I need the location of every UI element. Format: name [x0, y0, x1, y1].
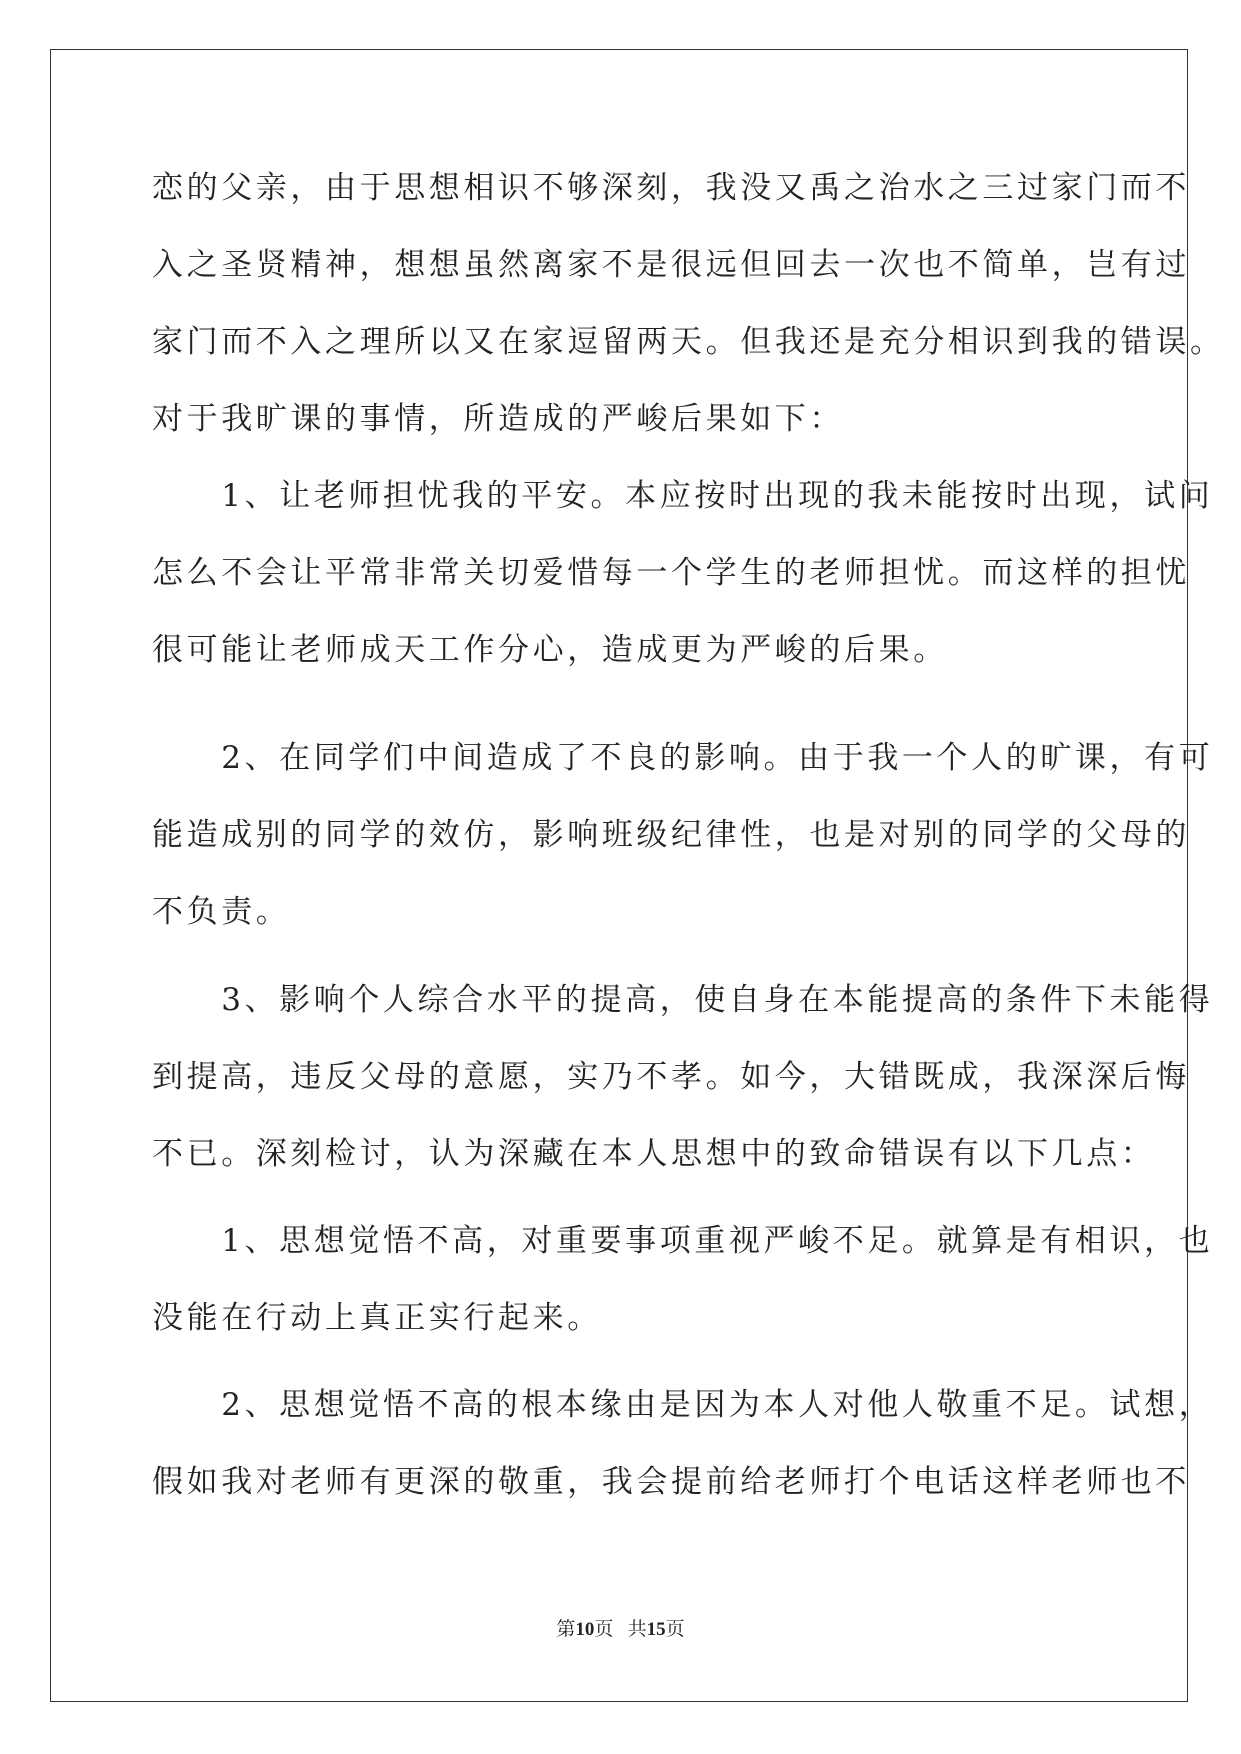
- body-line-12: 到提高，违反父母的意愿，实乃不孝。如今，大错既成，我深深后悔: [152, 1059, 1190, 1095]
- body-line-15: 没能在行动上真正实行起来。: [152, 1300, 602, 1336]
- body-line-4: 对于我旷课的事情，所造成的严峻后果如下：: [152, 401, 844, 437]
- total-prefix: 共: [627, 1619, 647, 1640]
- body-line-10: 不负责。: [152, 894, 291, 930]
- page-prefix: 第: [556, 1619, 576, 1640]
- body-line-16: 2、思想觉悟不高的根本缘由是因为本人对他人敬重不足。试想，: [152, 1387, 1214, 1423]
- page-suffix: 页: [594, 1619, 614, 1640]
- body-line-13: 不已。深刻检讨，认为深藏在本人思想中的致命错误有以下几点：: [152, 1136, 1156, 1172]
- body-line-9: 能造成别的同学的效仿，影响班级纪律性，也是对别的同学的父母的: [152, 817, 1190, 853]
- body-line-14: 1、思想觉悟不高，对重要事项重视严峻不足。就算是有相识，也: [152, 1223, 1214, 1259]
- body-line-3: 家门而不入之理所以又在家逗留两天。但我还是充分相识到我的错误。: [152, 324, 1225, 360]
- total-suffix: 页: [665, 1619, 685, 1640]
- body-line-6: 怎么不会让平常非常关切爱惜每一个学生的老师担忧。而这样的担忧: [152, 555, 1190, 591]
- body-line-5: 1、让老师担忧我的平安。本应按时出现的我未能按时出现，试问: [152, 478, 1214, 514]
- body-line-11: 3、影响个人综合水平的提高，使自身在本能提高的条件下未能得: [152, 982, 1214, 1018]
- page-current-number: 10: [575, 1619, 595, 1640]
- body-line-8: 2、在同学们中间造成了不良的影响。由于我一个人的旷课，有可: [152, 740, 1214, 776]
- body-line-7: 很可能让老师成天工作分心，造成更为严峻的后果。: [152, 632, 948, 668]
- page-border: [50, 49, 1188, 1702]
- page-footer: [0, 1614, 1241, 1641]
- body-line-1: 恋的父亲，由于思想相识不够深刻，我没又禹之治水之三过家门而不: [152, 170, 1190, 206]
- page-total-number: 15: [646, 1619, 666, 1640]
- body-line-17: 假如我对老师有更深的敬重，我会提前给老师打个电话这样老师也不: [152, 1464, 1190, 1500]
- body-line-2: 入之圣贤精神，想想虽然离家不是很远但回去一次也不简单，岂有过: [152, 247, 1190, 283]
